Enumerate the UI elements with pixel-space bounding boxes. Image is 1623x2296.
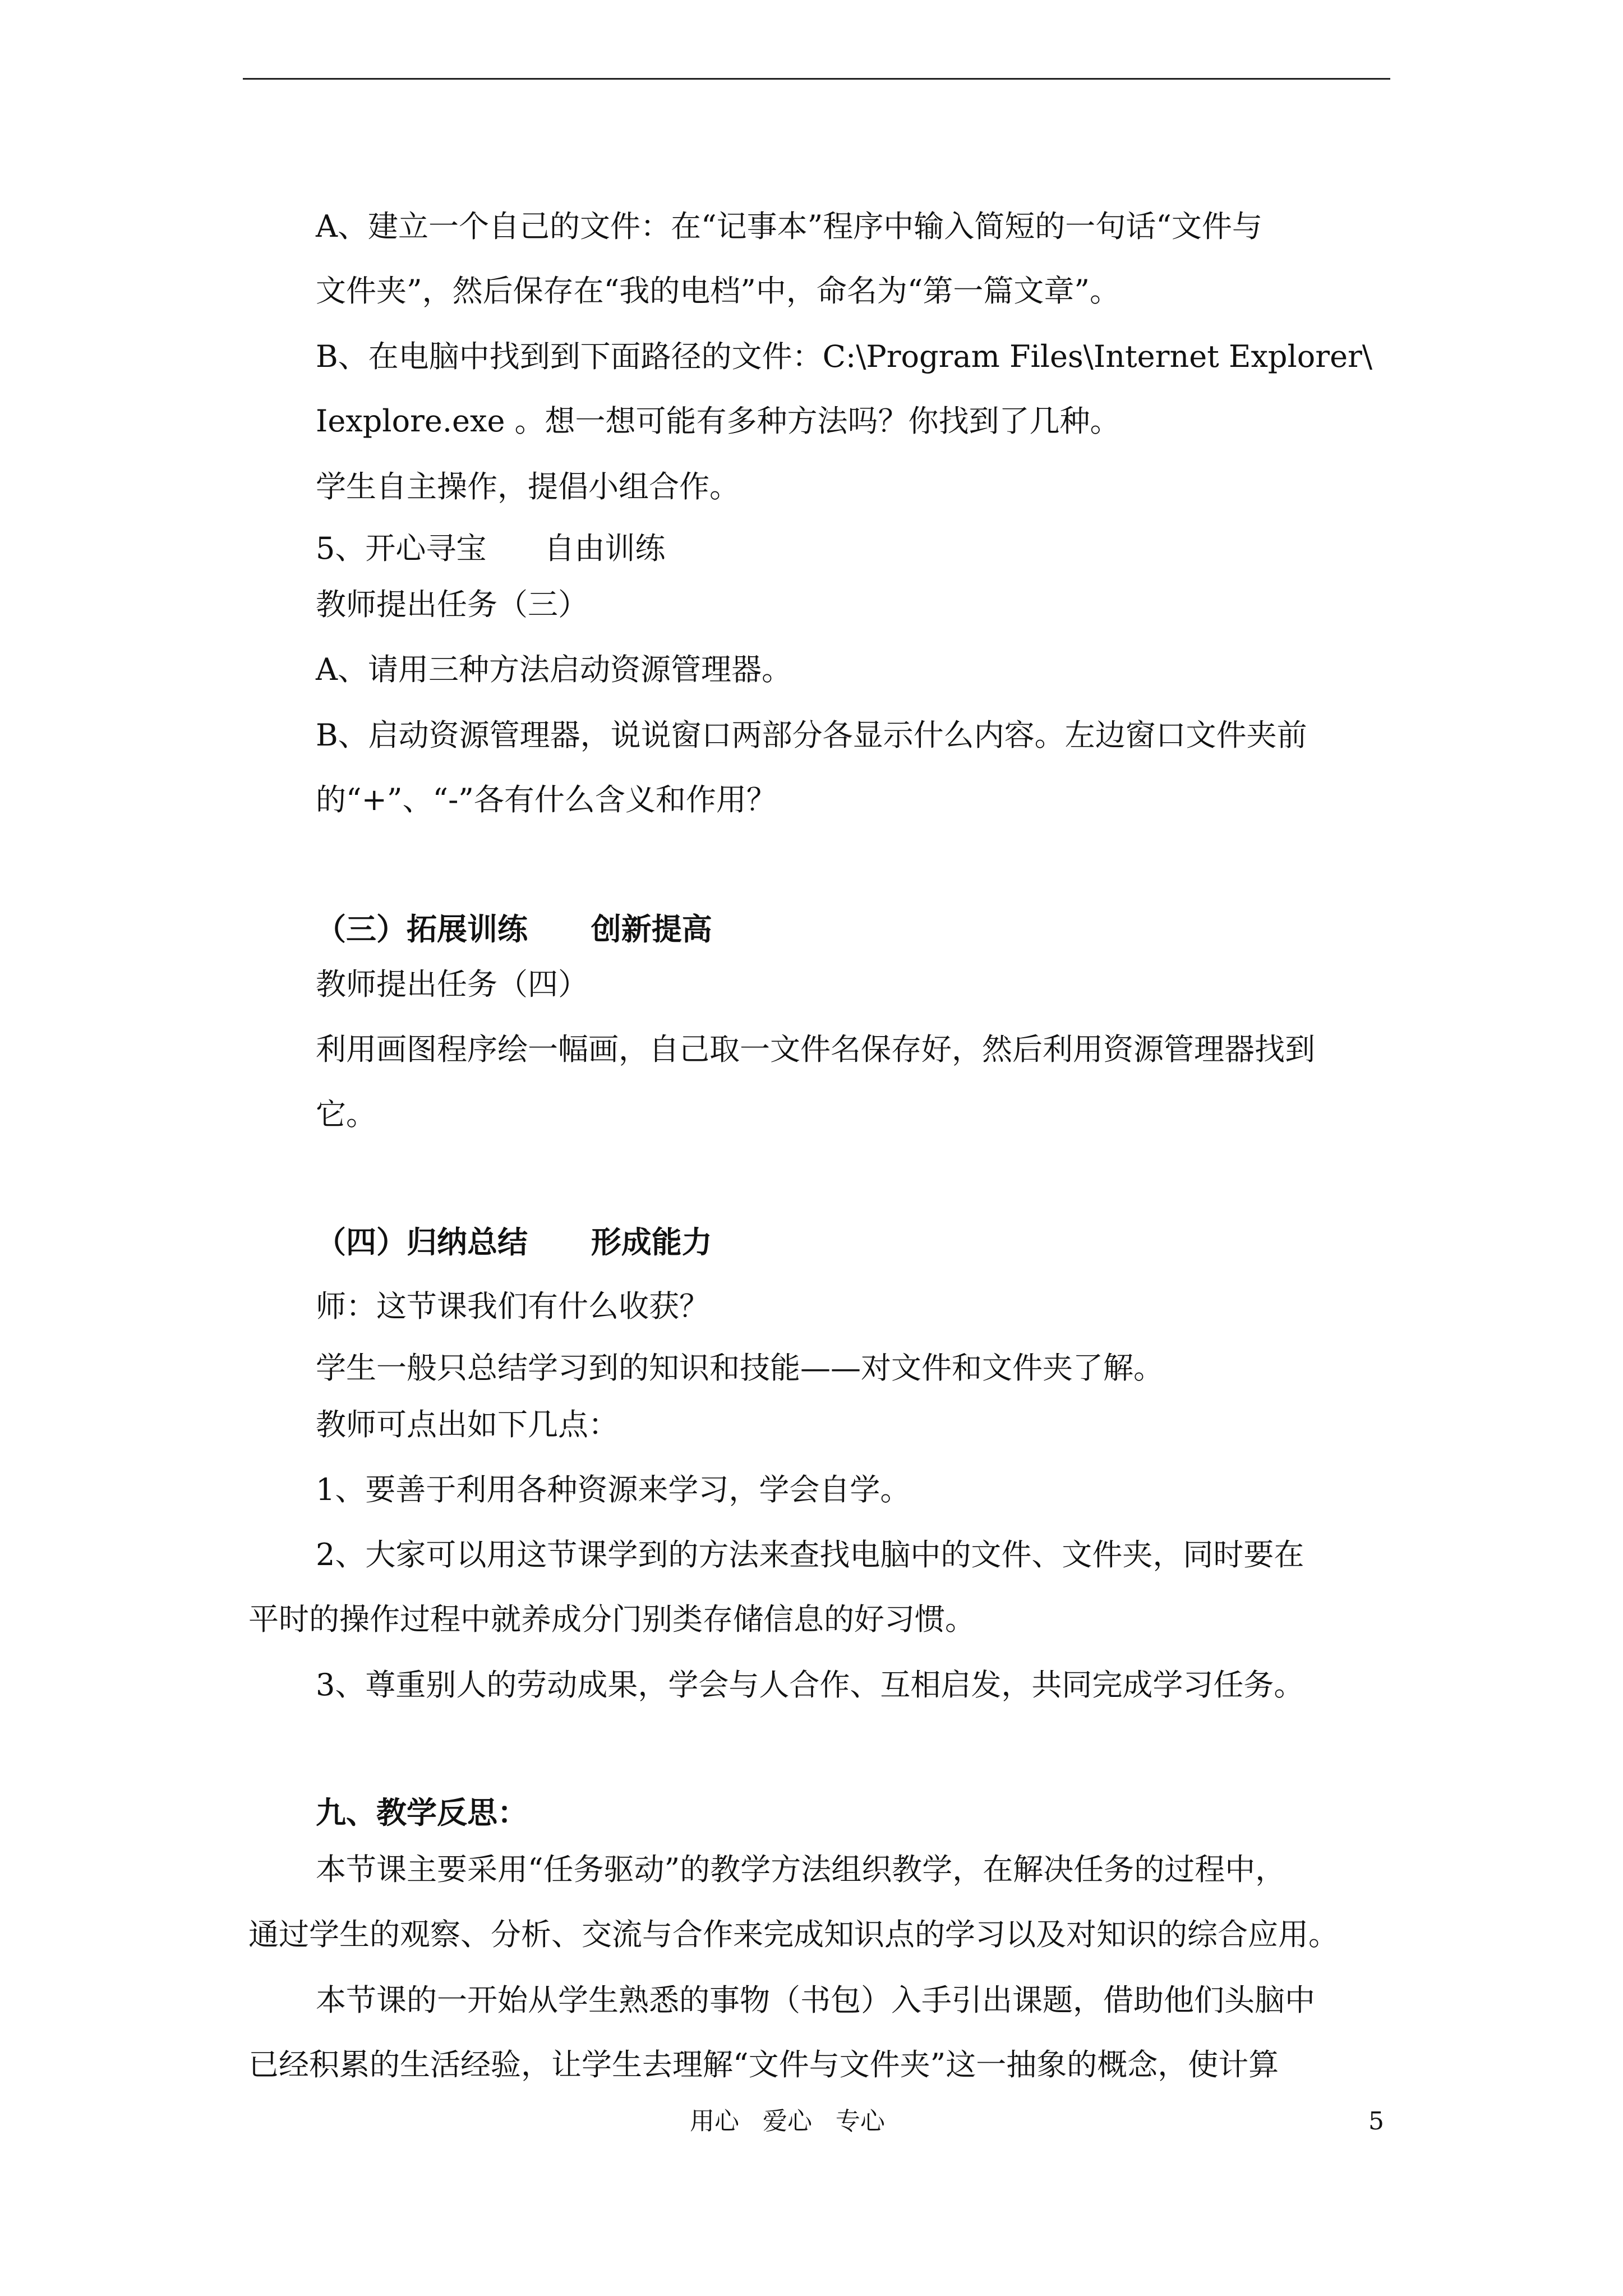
reflection-2-line-2: 已经积累的生活经验，让学生去理解“文件与文件夹”这一抽象的概念，使计算: [248, 2047, 1279, 2082]
task-b1-line-2: Iexplore.exe 。想一想可能有多种方法吗？你找到了几种。: [316, 403, 1121, 439]
page-number: 5: [1368, 2107, 1384, 2136]
section-3-heading: （三）拓展训练 创新提高: [316, 911, 712, 947]
drawing-task-line-2: 它。: [316, 1097, 376, 1132]
task-a1-line-2: 文件夹”，然后保存在“我的电档”中，命名为“第一篇文章”。: [316, 273, 1121, 309]
point-1: 1、要善于利用各种资源来学习，学会自学。: [316, 1472, 911, 1507]
task-a1-line-1: A、建立一个自己的文件：在“记事本”程序中输入简短的一句话“文件与: [316, 209, 1262, 244]
teacher-task-3: 教师提出任务（三）: [316, 587, 588, 622]
point-3: 3、尊重别人的劳动成果，学会与人合作、互相启发，共同完成学习任务。: [316, 1667, 1304, 1703]
reflection-2-line-1: 本节课的一开始从学生熟悉的事物（书包）入手引出课题，借助他们头脑中: [316, 1982, 1315, 2018]
task-b2-line-2: 的“+”、“-”各有什么含义和作用？: [316, 782, 777, 817]
point-2-line-2: 平时的操作过程中就养成分门别类存储信息的好习惯。: [248, 1602, 975, 1637]
teacher-points-intro: 教师可点出如下几点：: [316, 1407, 619, 1442]
task-a2: A、请用三种方法启动资源管理器。: [316, 652, 792, 687]
students-operate-line: 学生自主操作，提倡小组合作。: [316, 469, 740, 504]
section-9-heading: 九、教学反思：: [316, 1795, 528, 1830]
header-rule: [243, 78, 1390, 80]
drawing-task-line-1: 利用画图程序绘一幅画，自己取一文件名保存好，然后利用资源管理器找到: [316, 1032, 1315, 1067]
teacher-question: 师：这节课我们有什么收获？: [316, 1289, 709, 1324]
item-5-heading: 5、开心寻宝 自由训练: [316, 531, 666, 566]
students-summary: 学生一般只总结学习到的知识和技能——对文件和文件夹了解。: [316, 1350, 1164, 1386]
reflection-1-line-1: 本节课主要采用“任务驱动”的教学方法组织教学，在解决任务的过程中，: [316, 1852, 1286, 1887]
section-4-heading: （四）归纳总结 形成能力: [316, 1224, 712, 1260]
point-2-line-1: 2、大家可以用这节课学到的方法来查找电脑中的文件、文件夹，同时要在: [316, 1537, 1304, 1572]
footer-motto: 用心 爱心 专心: [690, 2107, 885, 2136]
reflection-1-line-2: 通过学生的观察、分析、交流与合作来完成知识点的学习以及对知识的综合应用。: [248, 1917, 1339, 1952]
task-b1-line-1: B、在电脑中找到到下面路径的文件：C:\Program Files\Internet Explorer\: [316, 339, 1373, 374]
task-b2-line-1: B、启动资源管理器，说说窗口两部分各显示什么内容。左边窗口文件夹前: [316, 717, 1307, 753]
teacher-task-4: 教师提出任务（四）: [316, 967, 588, 1002]
